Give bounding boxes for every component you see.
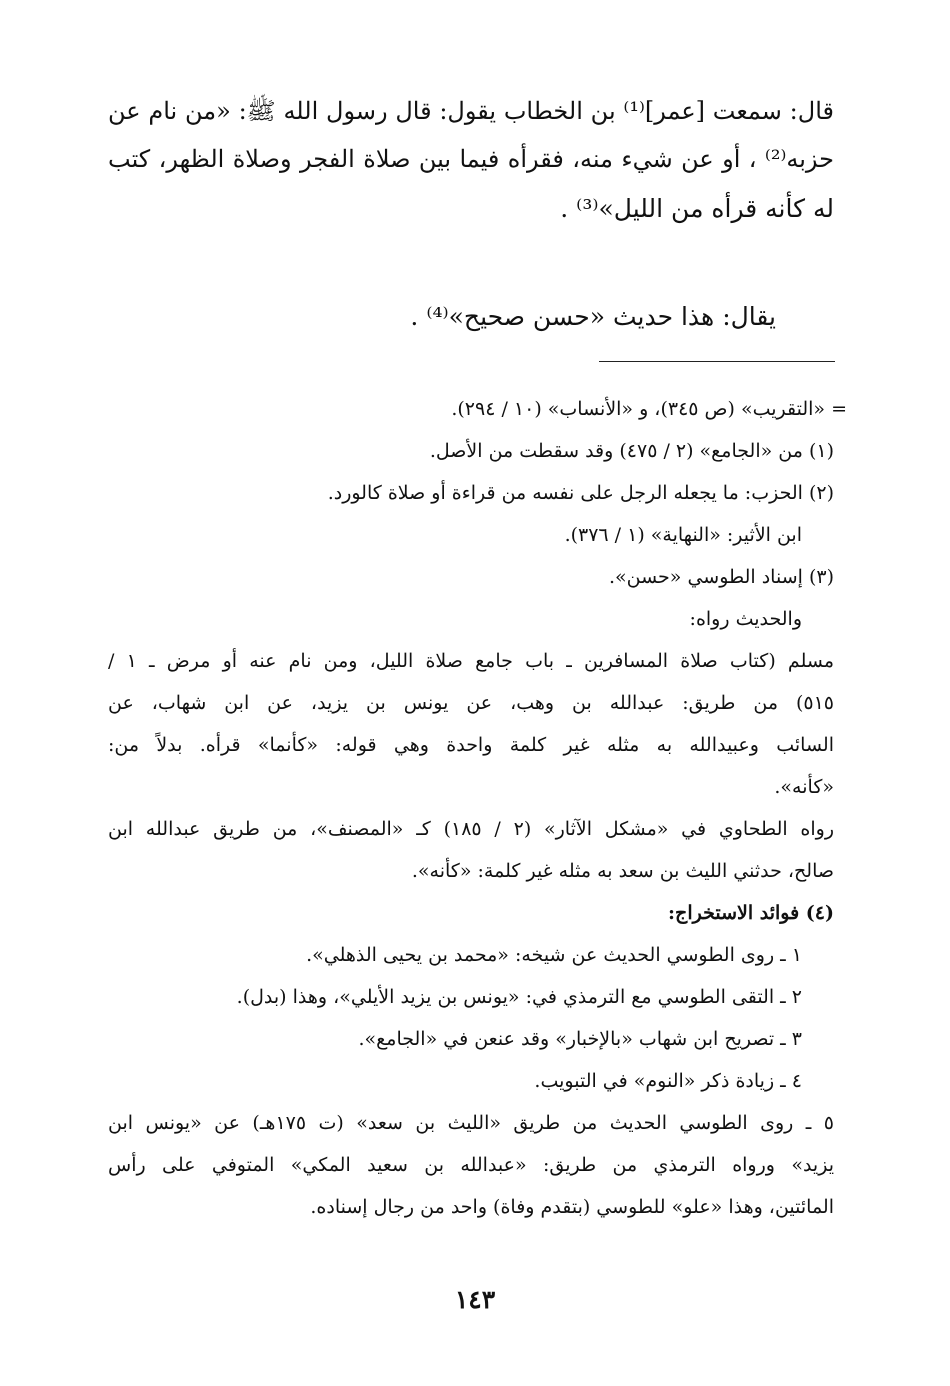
footnote-3-muslim-line-2: ٥١٥) من طريق: عبدالله بن وهب، عن يونس بن يزيد، عن ابن شهاب، عن	[108, 692, 834, 714]
footnote-4-point-3: ٣ ـ تصريح ابن شهاب «بالإخبار» وقد عنعن في «الجامع».	[358, 1028, 802, 1050]
main-text-line-2: حزبه⁽²⁾ ، أو عن شيء منه، فقرأه فيما بين صلاة الفجر وصلاة الظهر، كتب	[108, 145, 834, 173]
footnote-3: (٣) إسناد الطوسي «حسن».	[608, 566, 834, 588]
footnote-2-source: ابن الأثير: «النهاية» (١ / ٣٧٦).	[564, 524, 802, 546]
main-text-line-1: قال: سمعت [عمر]⁽¹⁾ بن الخطاب يقول: قال رسول الله ﷺ: «من نام عن	[108, 97, 834, 125]
footnote-3-muslim-line-3: السائب وعبيدالله به مثله غير كلمة واحدة وهي قوله: «كأنما» قرأه. بدلاً من:	[108, 734, 834, 756]
footnote-4-point-5-line-1: ٥ ـ روى الطوسي الحديث من طريق «الليث بن سعد» (ت ١٧٥هـ) عن «يونس ابن	[108, 1112, 835, 1134]
main-text-line-3: له كأنه قرأه من الليل»⁽³⁾ .	[560, 194, 834, 223]
page-number: ١٤٣	[454, 1285, 496, 1314]
footnote-4-point-2: ٢ ـ التقى الطوسي مع الترمذي في: «يونس بن يزيد الأيلي»، وهذا (بدل).	[236, 986, 802, 1008]
footnote-4: (٤) فوائد الاستخراج:	[668, 902, 834, 924]
footnote-3-tahawi-line-1: رواه الطحاوي في «مشكل الآثار» (٢ / ١٨٥) كـ «المصنف»، من طريق عبدالله ابن	[108, 818, 834, 840]
footnote-4-point-5-line-2: يزيد» ورواه الترمذي من طريق: «عبدالله بن سعيد المكي» المتوفي على رأس	[108, 1154, 834, 1176]
footnote-separator	[599, 361, 835, 362]
footnote-3-muslim-line-1: مسلم (كتاب صلاة المسافرين ـ باب جامع صلاة الليل، ومن نام عنه أو مرض ـ ١ /	[108, 650, 834, 672]
footnote-4-point-1: ١ ـ روى الطوسي الحديث عن شيخه: «محمد بن يحيى الذهلي».	[306, 944, 802, 966]
footnote-3-muslim-line-4: «كأنه».	[774, 776, 834, 798]
footnote-2: (٢) الحزب: ما يجعله الرجل على نفسه من قراءة أو صلاة كالورد.	[327, 482, 834, 504]
footnote-continuation: = «التقريب» (ص ٣٤٥)، و «الأنساب» (١٠ / ٢٩٤).	[451, 398, 847, 420]
footnote-3-intro: والحديث رواه:	[689, 608, 802, 630]
footnote-3-tahawi-line-2: صالح، حدثني الليث بن سعد به مثله غير كلمة: «كأنه».	[411, 860, 834, 882]
footnote-4-point-5-line-3: المائتين، وهذا «علو» للطوسي (بتقدم وفاة) واحد من رجال إسناده.	[310, 1196, 834, 1218]
footnote-1: (١) من «الجامع» (٢ / ٤٧٥) وقد سقطت من الأصل.	[429, 440, 834, 462]
footnote-4-point-4: ٤ ـ زيادة ذكر «النوم» في التبويب.	[534, 1070, 802, 1092]
hadith-grading: يقال: هذا حديث «حسن صحيح»⁽⁴⁾ .	[410, 302, 776, 331]
